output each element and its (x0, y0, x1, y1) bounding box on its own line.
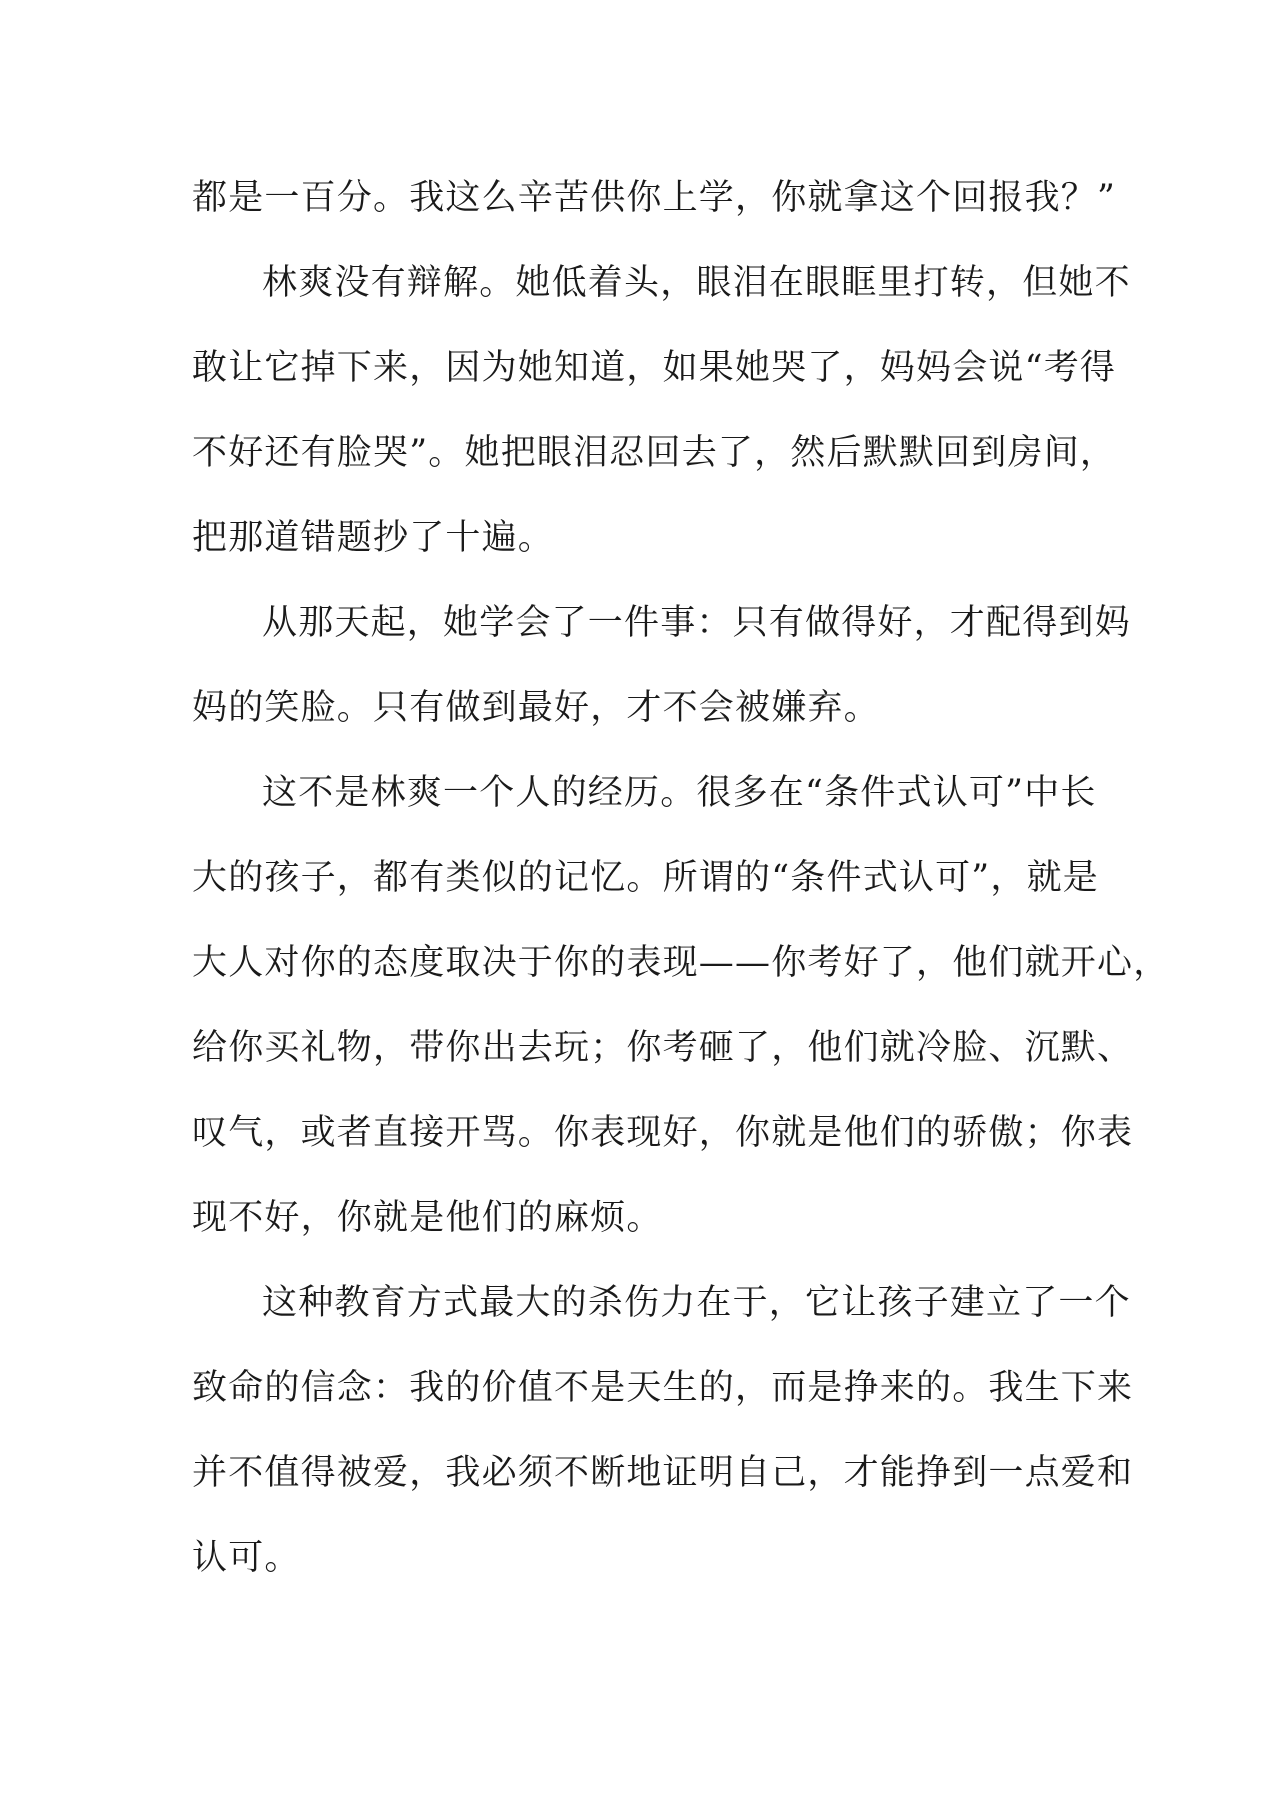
text-line-12: 叹气，或者直接开骂。你表现好，你就是他们的骄傲；你表 (192, 1113, 1134, 1153)
text-line-13: 现不好，你就是他们的麻烦。 (192, 1198, 663, 1238)
text-line-7: 妈的笑脸。只有做到最好，才不会被嫌弃。 (192, 688, 880, 728)
text-line-3: 敢让它掉下来，因为她知道，如果她哭了，妈妈会说“考得 (192, 348, 1117, 388)
text-line-8: 这不是林爽一个人的经历。很多在“条件式认可”中长 (262, 773, 1097, 813)
text-line-9: 大的孩子，都有类似的记忆。所谓的“条件式认可”，就是 (192, 858, 1099, 898)
text-line-2: 林爽没有辩解。她低着头，眼泪在眼眶里打转，但她不 (262, 263, 1131, 303)
text-line-14: 这种教育方式最大的杀伤力在于，它让孩子建立了一个 (262, 1283, 1131, 1323)
text-line-6: 从那天起，她学会了一件事：只有做得好，才配得到妈 (262, 603, 1131, 643)
text-line-1: 都是一百分。我这么辛苦供你上学，你就拿这个回报我？” (192, 178, 1117, 218)
text-line-11: 给你买礼物，带你出去玩；你考砸了，他们就冷脸、沉默、 (192, 1028, 1134, 1068)
text-line-5: 把那道错题抄了十遍。 (192, 518, 555, 558)
text-line-17: 认可。 (192, 1538, 301, 1578)
text-line-15: 致命的信念：我的价值不是天生的，而是挣来的。我生下来 (192, 1368, 1134, 1408)
text-line-10: 大人对你的态度取决于你的表现——你考好了，他们就开心， (192, 943, 1170, 983)
text-line-16: 并不值得被爱，我必须不断地证明自己，才能挣到一点爱和 (192, 1453, 1134, 1493)
text-line-4: 不好还有脸哭”。她把眼泪忍回去了，然后默默回到房间， (192, 433, 1117, 473)
